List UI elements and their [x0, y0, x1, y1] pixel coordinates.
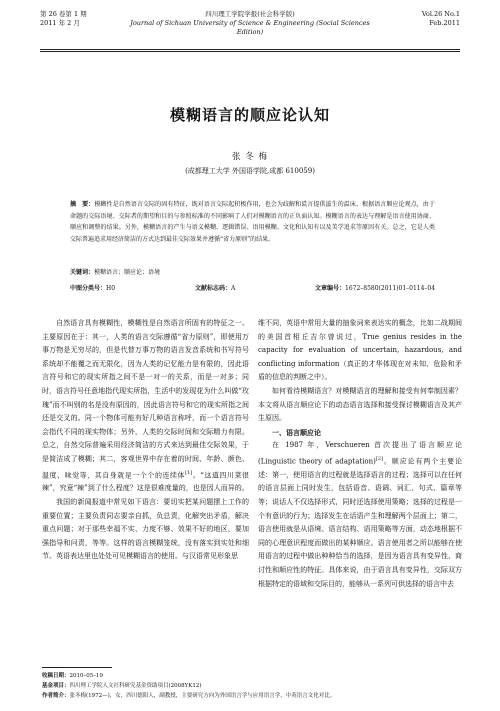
body-paragraph: 如何看待模糊语言？对模糊语言的理解和接受有何奉制因素？本文将从语言顺应论下的动态语言选择和接受探讨模糊语言及其产生原因。	[258, 386, 462, 423]
header-volume-en: Vol.26 No.1	[421, 10, 460, 18]
clc-number	[70, 283, 115, 292]
paragraph-text: 在 1987 年，Verschueren 首次提出了语言顺应论(Linguistic theory of adaptation)	[258, 441, 462, 466]
header-rule	[40, 49, 460, 50]
document-code	[195, 283, 235, 292]
paragraph-text: 自然语言具有模糊性，模糊性是自然语言所固有的特征之一。主要原因在于：其一，人类的语言交际遵循“省力原则”，即使用万事万物是无穷尽的，但是代替万事万物的语言发音系统和书写符号系统却不能覆之而无限化，因为人类的记忆能力是有限的，因此语言符号和它的现实所指之间不是一对一的关系，而是一对多；同时，语言符号任意地指代现实所指，生活中的发现花为什么叫做“玫瑰”而不叫别的名是没有原因的，因此语言符号和它的现实所指之间还是交叉的。同一个物体可能有好几种语言称呼，而一个语言符号会指代不同的现实物体；另外，人类的交际时间和交际精力有限。总之，自然交际普遍采用经济简洁的方式来达到最佳交际效果，于是简洁成了模糊；其二，客观世界中存在着的时间、年龄、颜色、温度、味觉等，其自身就是一个个的连续体	[42, 319, 249, 479]
footnote-label: 作者简介：	[42, 693, 70, 699]
journal-name-cn: 四川理工学院学报(社会科学版)	[205, 10, 295, 18]
article-author: 张 冬 梅	[232, 152, 268, 162]
footnote-author	[42, 692, 462, 701]
footnote-value: 四川理工学院人文社科研究基金资助项目(2008YK12)	[69, 683, 202, 689]
header-date-cn: 2011 年 2 月	[40, 19, 80, 27]
art-label: 文章编号：	[315, 285, 346, 292]
citation: [2]	[375, 455, 383, 462]
clc-label: 中图分类号：	[70, 285, 107, 292]
footnote-value: 2010–05–19	[69, 673, 104, 679]
body-paragraph	[42, 317, 249, 496]
header-right	[380, 10, 460, 28]
doc-label: 文献标志码：	[195, 285, 232, 292]
body-paragraph: 我国的新闻报道中常见如下语言：要切实把某问题摆上工作的重要位置；主要负责同志要亲自抓，负总责，化解突出矛盾，解决重点问题；对于那些幸福不实、力度不够、效果不好的地区，要加强指导和问责，等等。这样的语言模糊笼统，没有落实到实处和细节。英语表达里也处处可见模糊语言的使用。与汉语常见形象思	[42, 498, 249, 561]
journal-name-en: Journal of Sichuan University of Science & Engineering (Social Sciences Edition)	[130, 19, 370, 36]
header-left	[40, 10, 120, 28]
paragraph-text: 。顺应论有两个主要论述：第一，使用语言的过程就是选择语言的过程；选择可以在任何的语言层面上同时发生，包括语音、语调、词汇、句式、篇章等等；说话人不仅选择形式，同时还选择使用策略；选择的过程是一个有意识的行为；选择发生在话语产生和理解两个层面上；第二，语言使用就是从语境、语言结构、语用策略等方面，动态地根据不同的心理意识程度而做出的某种顺应。语言使用者之所以能够在使用语言的过程中做出种种恰当的选择，是因为语言具有变异性、商讨性和顺应性的特征。具体来说，由于语言具有变异性，交际双方根据特定的语域和交际目的，能够从一系列可供选择的语言中去	[258, 457, 462, 588]
article-affiliation: (成都理工大学 外国语学院,成都 610059)	[185, 167, 315, 175]
body-paragraph	[258, 439, 462, 591]
keywords-label: 关键词：	[70, 269, 95, 276]
keywords-text: 模糊语言；顺应论；语境	[94, 269, 161, 276]
abstract-label: 摘 要：	[70, 201, 95, 208]
header-date-en: Feb.2011	[429, 19, 460, 27]
footnote-fund	[42, 682, 462, 691]
footnote-rule	[42, 667, 112, 668]
header-rule-thin	[40, 51, 460, 52]
keywords	[70, 267, 435, 276]
abstract-text: 模糊性是自然语言交际的固有特征，既对语言交际起积极作用，也会为歧解和谎言提供滋生的温床。根据语言顺应论观点，由于命题的交际语境、交际者的期望和目的与参照标准的不同影响了人们对模糊语言的正负面认知。模糊语言的表达与理解是语言使用协商、顺应和调整的结果。另外，模糊语言的产生与语义模糊、逻辑错误、语用模糊、文化和认知有以及美学追求等原因有关。总之，它是人类交际普遍追求用经济简洁的方式达到最佳交际效果并遵循“省力原则”的结果。	[70, 201, 435, 243]
footnote-label: 基金项目：	[42, 683, 70, 689]
body-column-right	[258, 317, 462, 591]
article-title: 模糊语言的顺应论认知	[169, 106, 330, 124]
header-volume-cn: 第 26 卷第 1 期	[40, 10, 87, 18]
journal-header	[0, 10, 500, 40]
body-column-left	[42, 317, 249, 564]
doc-value: A	[231, 285, 236, 292]
header-center	[120, 10, 380, 37]
art-value: 1672–8580(2011)01–0114–04	[345, 285, 436, 292]
abstract	[70, 199, 435, 245]
paragraph-text: 。“这道四川菜很辣”，究竟“辣”到了什么程度？这是很难度量的，也是因人而异的。	[42, 470, 249, 493]
footnote-value: 张冬梅(1972—)，女，四川德阳人，副教授，主要研究方向为外国语言学与应用语言学、中英语言文化对比。	[69, 693, 336, 699]
footnote-label: 收稿日期：	[42, 673, 70, 679]
footnote-received	[42, 672, 462, 681]
article-meta	[70, 283, 435, 293]
body-paragraph: 维不同，英语中常用大量的抽象词来表达实的概念，比如二战期间的美国首相丘吉尔曾说过，True genius resides in the capacity for evaluation of uncertain, hazardous, and conflicting information（真正的才华体现在对未知、危险和矛盾的信息的判断之中）。	[258, 319, 462, 382]
clc-value: H0	[106, 285, 116, 292]
section-heading: 一、语言顺应论	[272, 427, 321, 437]
citation: [1]	[185, 469, 193, 476]
article-number	[315, 283, 435, 292]
